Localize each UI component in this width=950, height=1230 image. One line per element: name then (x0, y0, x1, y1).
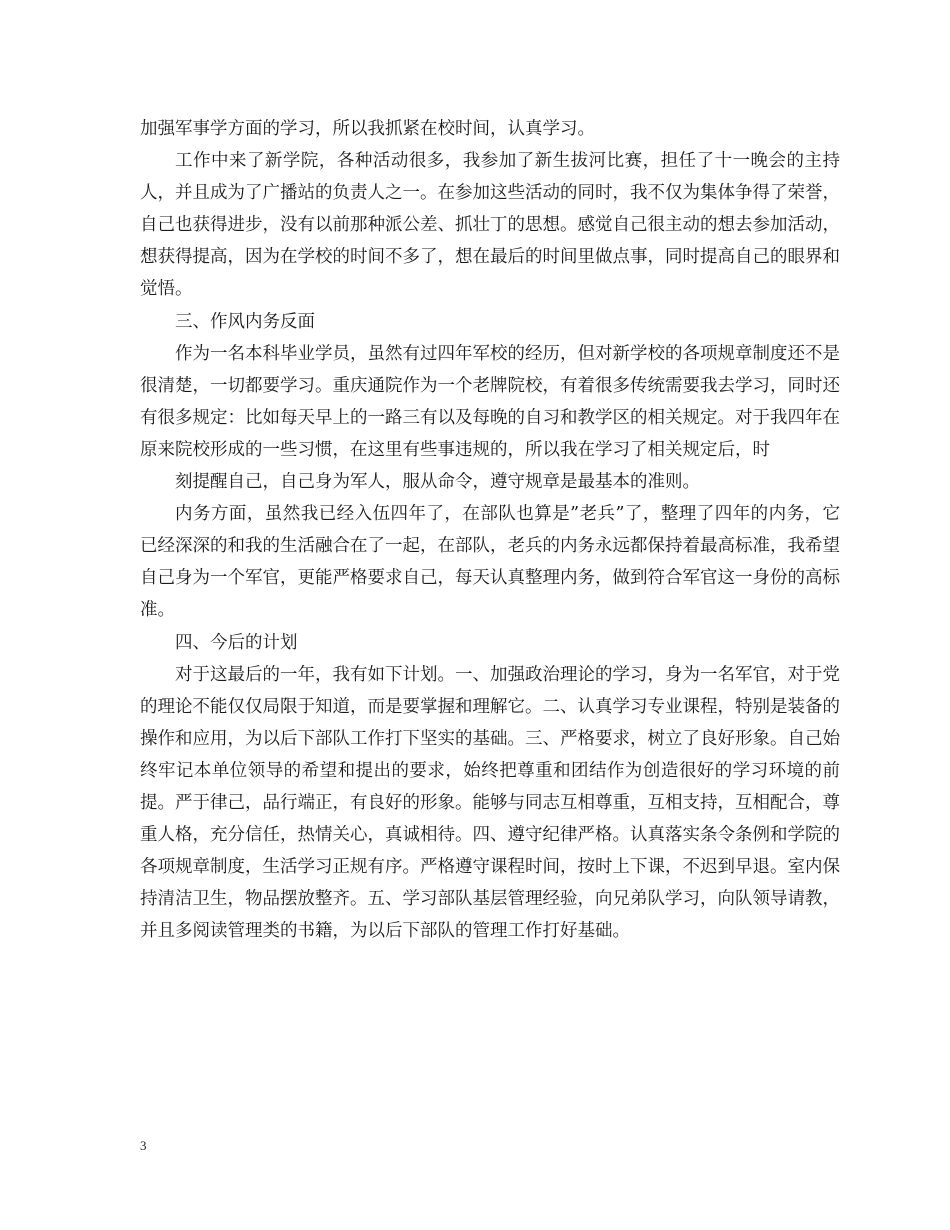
section-heading-plan: 四、今后的计划 (175, 632, 298, 653)
paragraph-activities: 工作中来了新学院，各种活动很多，我参加了新生拔河比赛，担任了十一晚会的主持人，并且成为了广播站的负责人之一。在参加这些活动的同时，我不仅为集体争得了荣誉，自己也获得进步，没有以前那种派公差、抓壮丁的思想。感觉自己很主动的想去参加活动，想获得提高，因为在学校的时间不多了，想在最后的时间里做点事，同时提高自己的眼界和觉悟。 (140, 151, 840, 300)
paragraph-regulations: 作为一名本科毕业学员，虽然有过四年军校的经历，但对新学校的各项规章制度还不是很清楚，一切都要学习。重庆通院作为一个老牌院校，有着很多传统需要我去学习，同时还有很多规定：比如每天早上的一路三有以及每晚的自习和教学区的相关规定。对于我四年在原来院校形成的一些习惯，在这里有些事违规的，所以我在学习了相关规定后，时 (140, 343, 840, 460)
paragraph-plan: 对于这最后的一年，我有如下计划。一、加强政治理论的学习，身为一名军官，对于党的理论不能仅仅局限于知道，而是要掌握和理解它。二、认真学习专业课程，特别是装备的操作和应用，为以后下部队工作打下坚实的基础。三、严格要求，树立了良好形象。自己始终牢记本单位领导的希望和提出的要求，始终把尊重和团结作为创造很好的学习环境的前提。严于律己，品行端正，有良好的形象。能够与同志互相尊重，互相支持，互相配合，尊重人格，充分信任，热情关心，真诚相待。四、遵守纪律严格。认真落实条令条例和学院的各项规章制度，生活学习正规有序。严格遵守课程时间，按时上下课，不迟到早退。室内保持清洁卫生，物品摆放整齐。五、学习部队基层管理经验，向兄弟队学习，向队领导请教，并且多阅读管理类的书籍，为以后下部队的管理工作打好基础。 (140, 664, 840, 942)
page-number: 3 (140, 1138, 147, 1153)
paragraph-housekeeping: 内务方面，虽然我已经入伍四年了，在部队也算是”老兵”了，整理了四年的内务，它已经深深的和我的生活融合在了一起，在部队，老兵的内务永远都保持着最高标准，我希望自己身为一个军官，更能严格要求自己，每天认真整理内务，做到符合军官这一身份的高标准。 (140, 504, 840, 621)
section-heading-style: 三、作风内务反面 (175, 311, 315, 332)
paragraph-reminder: 刻提醒自己，自己身为军人，服从命令，遵守规章是最基本的准则。 (175, 472, 700, 493)
paragraph-continuation: 加强军事学方面的学习，所以我抓紧在校时间，认真学习。 (140, 119, 595, 139)
body-text (140, 113, 840, 947)
